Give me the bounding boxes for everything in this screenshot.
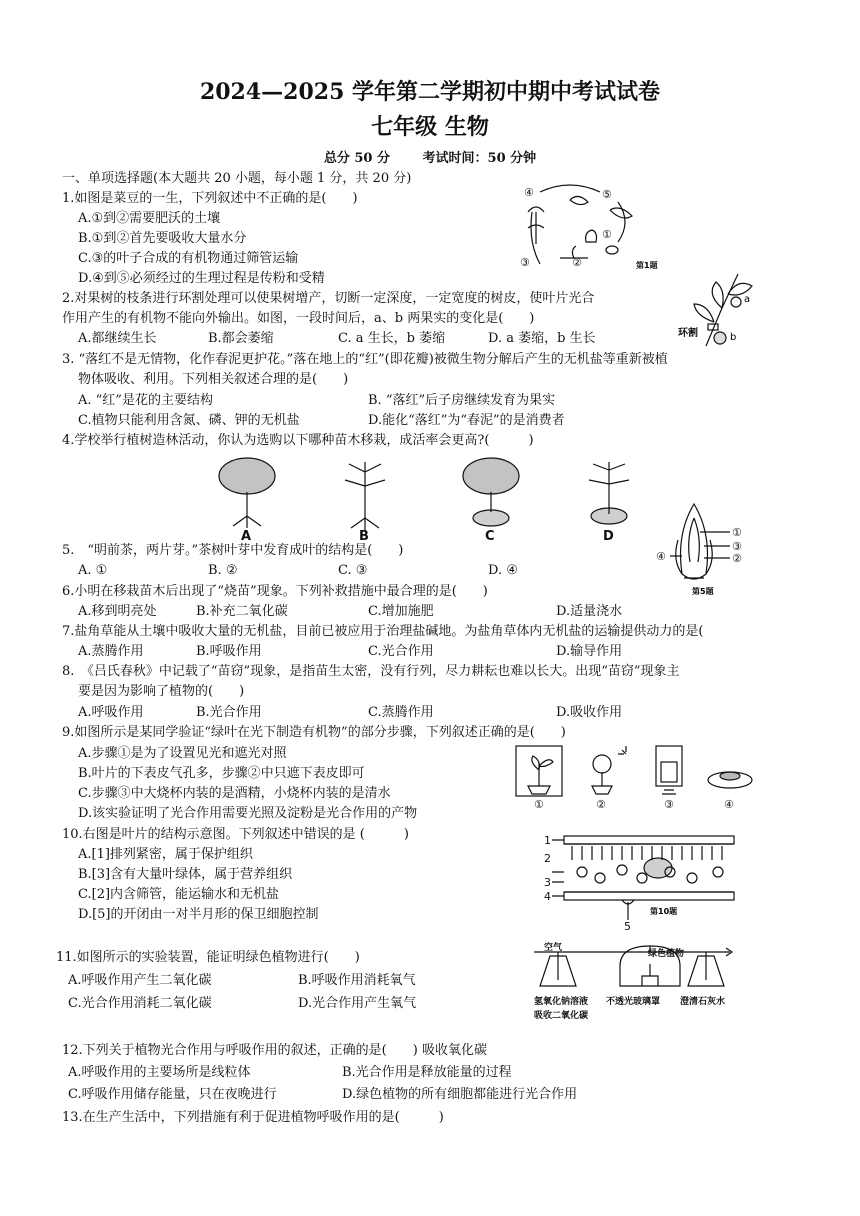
q1-fig-label: ③ xyxy=(520,256,530,269)
q12-option-b: B.光合作用是释放能量的过程 xyxy=(342,1065,512,1080)
q1-fig-label: ⑤ xyxy=(602,188,612,201)
seedling-c xyxy=(463,458,519,526)
q9-option-c: C.步骤③中大烧杯内装的是酒精，小烧杯内装的是清水 xyxy=(78,786,391,801)
leaf-bud-figure xyxy=(648,500,758,596)
q10-option-a: A.[1]排列紧密，属于保护组织 xyxy=(78,847,253,862)
experiment-apparatus-figure xyxy=(530,942,746,1026)
q2-option-a: A.都继续生长 xyxy=(78,331,157,346)
q4-label: A xyxy=(241,529,252,542)
q8-stem-line2: 要是因为影响了植物的( ) xyxy=(78,684,245,699)
q9-option-b: B.叶片的下表皮气孔多，步骤②中只遮下表皮即可 xyxy=(78,766,365,781)
leaf-structure-figure xyxy=(542,832,742,932)
q4-label: D xyxy=(603,529,614,542)
q2-option-d: D. a 萎缩，b 生长 xyxy=(488,331,596,346)
q7-option-b: B.呼吸作用 xyxy=(196,644,262,659)
q3-stem-line1: 3. “落红不是无情物，化作春泥更护花。”落在地上的“红”(即花瓣)被微生物分解后产生的无机盐等重新被植 xyxy=(62,352,668,367)
q5-fig-label: ① xyxy=(732,526,742,539)
q2-fig-label-ring: 环割 xyxy=(678,328,698,339)
q11-fig-air: 空气 xyxy=(544,943,563,953)
exam-title: 2024—2025 学年第二学期初中期中考试试卷 xyxy=(199,79,661,105)
q1-option-d: D.④到⑤必须经过的生理过程是传粉和受精 xyxy=(78,271,325,286)
q1-fig-caption: 第1题 xyxy=(636,261,658,270)
q7-option-c: C.光合作用 xyxy=(368,644,434,659)
q5-option-c: C. ③ xyxy=(338,563,368,578)
q3-stem-line2: 物体吸收、利用。下列相关叙述合理的是( ) xyxy=(78,372,349,387)
q6-option-d: D.适量浇水 xyxy=(556,604,623,619)
q2-fig-label-b: b xyxy=(730,332,737,343)
q9-option-d: D.该实验证明了光合作用需要光照及淀粉是光合作用的产物 xyxy=(78,806,418,821)
q9-stem: 9.如图所示是某同学验证“绿叶在光下制造有机物”的部分步骤，下列叙述正确的是( ) xyxy=(62,725,566,740)
q2-stem-line2: 作用产生的有机物不能向外输出。如图，一段时间后，a、b 两果实的变化是( ) xyxy=(62,311,535,326)
q4-label: C xyxy=(485,529,495,542)
q10-fig-label: 2 xyxy=(544,852,551,865)
photosynthesis-steps-figure xyxy=(506,742,762,812)
q9-fig-label: ③ xyxy=(664,798,674,811)
q6-option-c: C.增加施肥 xyxy=(368,604,434,619)
q6-option-a: A.移到明亮处 xyxy=(78,604,157,619)
q3-option-c: C.植物只能利用含氮、磷、钾的无机盐 xyxy=(78,413,300,428)
q12-stem: 12.下列关于植物光合作用与呼吸作用的叙述，正确的是( ) 吸收氧化碳 xyxy=(62,1043,487,1058)
q2-option-c: C. a 生长，b 萎缩 xyxy=(338,331,446,346)
q8-option-a: A.呼吸作用 xyxy=(78,705,144,720)
seedling-b xyxy=(345,462,385,530)
q3-option-b: B. “落红”后子房继续发育为果实 xyxy=(368,393,556,408)
q5-option-a: A. ① xyxy=(78,563,108,578)
q12-option-a: A.呼吸作用的主要场所是线粒体 xyxy=(68,1065,251,1080)
q1-option-b: B.①到②首先要吸收大量水分 xyxy=(78,231,247,246)
q10-option-c: C.[2]内含筛管，能运输水和无机盐 xyxy=(78,887,280,902)
q11-fig-plant: 绿色植物 xyxy=(648,949,685,959)
q11-fig-glass: 不透光玻璃罩 xyxy=(606,997,661,1007)
q7-stem: 7.盐角草能从土壤中吸收大量的无机盐，目前已被应用于治理盐碱地。为盐角草体内无机盐的运输提供动力的是( xyxy=(62,624,704,639)
q5-option-d: D. ④ xyxy=(488,563,518,578)
q8-option-b: B.光合作用 xyxy=(196,705,262,720)
q11-fig-naoh: 氢氧化钠溶液 xyxy=(534,997,589,1007)
q4-stem: 4.学校举行植树造林活动，你认为选购以下哪种苗木移栽，成活率会更高?( ) xyxy=(62,433,534,448)
q11-option-d: D.光合作用产生氧气 xyxy=(298,996,417,1011)
q6-stem: 6.小明在移栽苗木后出现了“烧苗”现象。下列补救措施中最合理的是( ) xyxy=(62,584,488,599)
q10-fig-label: 5 xyxy=(624,920,631,932)
q8-stem-line1: 8. 《吕氏春秋》中记载了“苗窃”现象，是指苗生太密，没有行列，尽力耕耘也难以长大。出现“苗窃”现象主 xyxy=(62,664,680,679)
q5-option-b: B. ② xyxy=(208,563,238,578)
seedlings-figure xyxy=(205,452,645,542)
seedling-d xyxy=(589,462,629,524)
q11-stem: 11.如图所示的实验装置，能证明绿色植物进行( ) xyxy=(56,950,360,965)
q6-option-b: B.补充二氧化碳 xyxy=(196,604,288,619)
q3-option-a: A. “红”是花的主要结构 xyxy=(78,393,213,408)
q10-stem: 10.右图是叶片的结构示意图。下列叙述中错误的是 ( ) xyxy=(62,827,409,842)
q13-stem: 13.在生产生活中，下列措施有利于促进植物呼吸作用的是( ) xyxy=(62,1110,444,1125)
q11-option-b: B.呼吸作用消耗氧气 xyxy=(298,973,416,988)
q5-fig-label: ③ xyxy=(732,540,742,553)
q10-fig-caption: 第10题 xyxy=(650,907,678,916)
q10-option-b: B.[3]含有大量叶绿体，属于营养组织 xyxy=(78,867,293,882)
q11-fig-lime: 澄清石灰水 xyxy=(680,997,726,1007)
q11-option-a: A.呼吸作用产生二氧化碳 xyxy=(68,973,212,988)
q5-fig-label: ② xyxy=(732,552,742,565)
q1-fig-label: ① xyxy=(602,228,612,241)
q10-fig-label: 3 xyxy=(544,876,551,889)
q10-option-d: D.[5]的开闭由一对半月形的保卫细胞控制 xyxy=(78,907,319,922)
exam-meta xyxy=(0,147,860,166)
q2-fig-label-a: a xyxy=(744,294,751,305)
q1-fig-label: ④ xyxy=(524,186,534,199)
q8-option-d: D.吸收作用 xyxy=(556,705,623,720)
q5-fig-label: ④ xyxy=(656,550,666,563)
q1-option-c: C.③的叶子合成的有机物通过筛管运输 xyxy=(78,251,299,266)
q5-fig-caption: 第5题 xyxy=(692,587,714,596)
q7-option-a: A.蒸腾作用 xyxy=(78,644,144,659)
q10-fig-label: 4 xyxy=(544,890,551,903)
q2-stem-line1: 2.对果树的枝条进行环割处理可以使果树增产，切断一定深度，一定宽度的树皮，使叶片光合 xyxy=(62,291,595,306)
q7-option-d: D.输导作用 xyxy=(556,644,623,659)
exam-subtitle: 七年级 生物 xyxy=(371,114,489,140)
q1-stem: 1.如图是菜豆的一生，下列叙述中不正确的是( ) xyxy=(62,191,358,206)
q8-option-c: C.蒸腾作用 xyxy=(368,705,434,720)
q5-stem: 5. “明前茶，两片芽。”茶树叶芽中发育成叶的结构是( ) xyxy=(62,543,404,558)
q11-option-c: C.光合作用消耗二氧化碳 xyxy=(68,996,212,1011)
q3-option-d: D.能化“落红”为“春泥”的是消费者 xyxy=(368,413,565,428)
q9-option-a: A.步骤①是为了设置见光和遮光对照 xyxy=(78,746,287,761)
q1-fig-label: ② xyxy=(572,256,582,269)
q2-option-b: B.都会萎缩 xyxy=(208,331,274,346)
q9-fig-label: ② xyxy=(596,798,606,811)
q10-fig-label: 1 xyxy=(544,834,551,847)
seedling-a xyxy=(219,458,275,528)
q9-fig-label: ④ xyxy=(724,798,734,811)
q4-label: B xyxy=(359,529,369,542)
q12-option-d: D.绿色植物的所有细胞都能进行光合作用 xyxy=(342,1087,578,1102)
bean-lifecycle-figure xyxy=(510,182,670,274)
q9-fig-label: ① xyxy=(534,798,544,811)
girdled-branch-figure xyxy=(676,268,766,348)
q12-option-c: C.呼吸作用储存能量，只在夜晚进行 xyxy=(68,1087,277,1102)
q1-option-a: A.①到②需要肥沃的土壤 xyxy=(78,211,221,226)
exam-time: 考试时间：50 分钟 xyxy=(422,151,537,166)
section-heading: 一、单项选择题(本大题共 20 小题，每小题 1 分，共 20 分) xyxy=(62,171,412,186)
total-score: 总分 50 分 xyxy=(323,151,390,166)
q11-fig-naoh-note: 吸收二氧化碳 xyxy=(534,1011,589,1021)
